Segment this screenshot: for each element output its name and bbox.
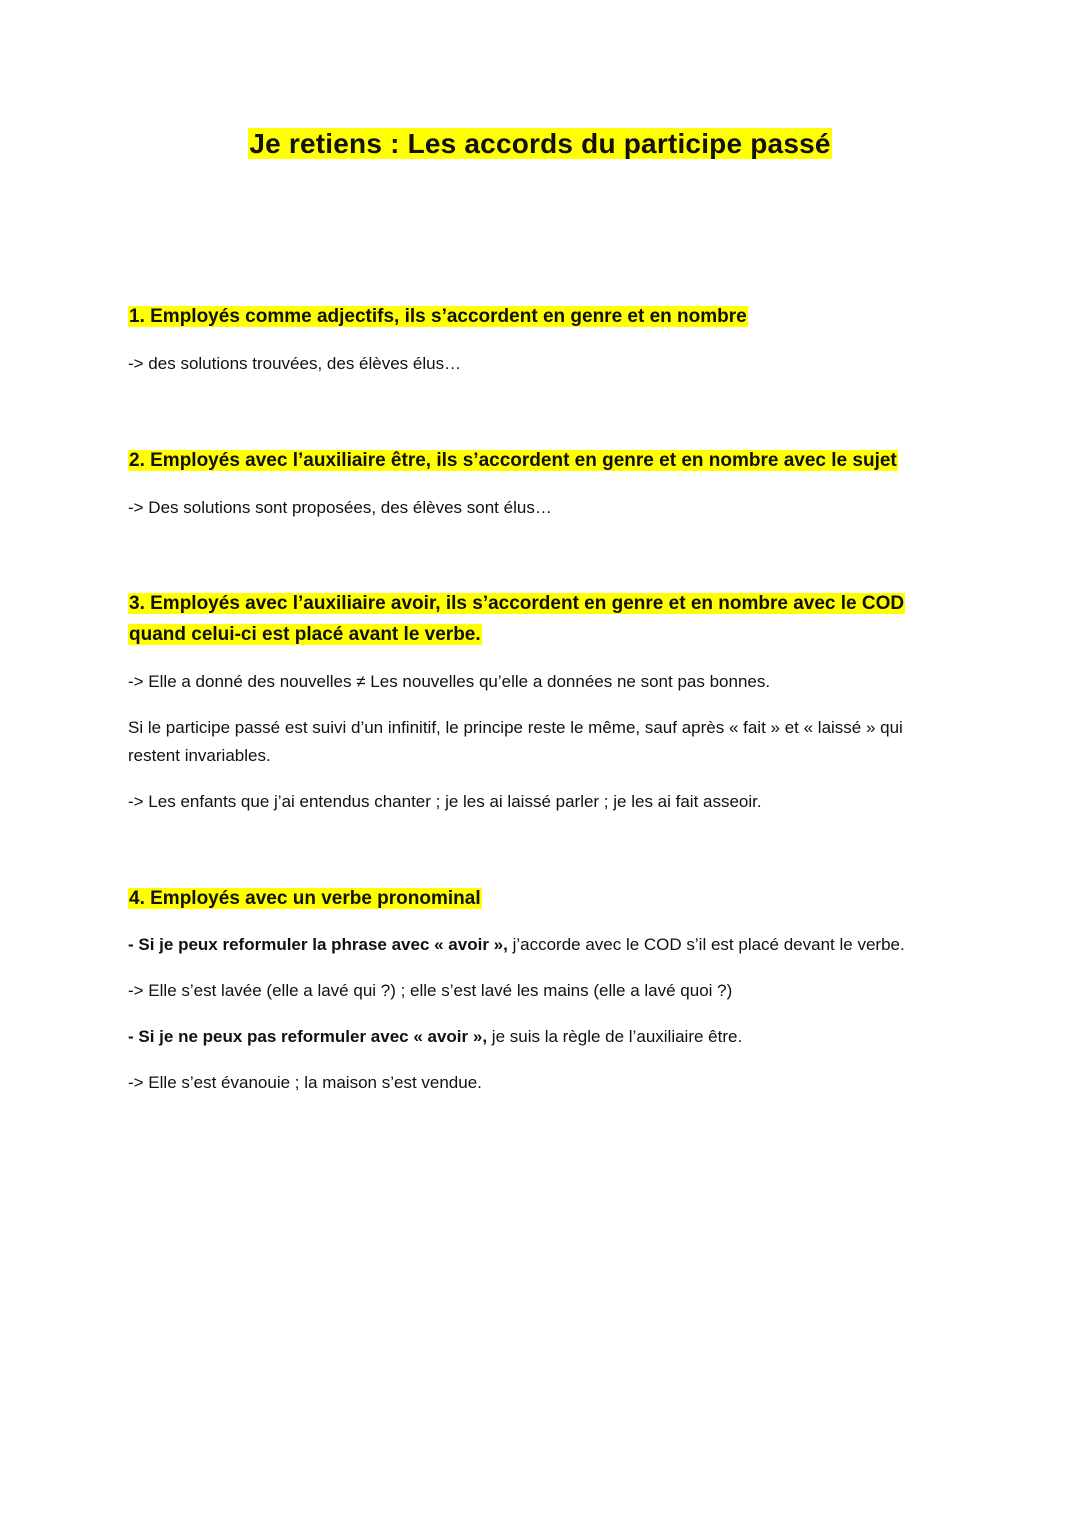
section-4-rule-1-rest: j’accorde avec le COD s’il est placé devant le verbe. — [507, 935, 905, 954]
section-3-heading-line1: 3. Employés avec l’auxiliaire avoir, ils s’accordent en genre et en nombre avec le COD — [129, 593, 905, 614]
section-3-example: -> Elle a donné des nouvelles ≠ Les nouvelles qu’elle a données ne sont pas bonnes. — [128, 672, 771, 691]
section-4-example-1: -> Elle s’est lavée (elle a lavé qui ?) ; elle s’est lavé les mains (elle a lavé quoi ?) — [128, 981, 733, 1000]
section-2-heading — [128, 445, 928, 476]
section-4-rule-2-bold: - Si je ne peux pas reformuler avec « avoir », — [128, 1027, 488, 1046]
section-3-note: Si le participe passé est suivi d’un infinitif, le principe reste le même, sauf après « fait » et « laissé » qui restent invariables. — [128, 718, 903, 765]
section-4-rule-2 — [128, 1023, 958, 1051]
section-2-example: -> Des solutions sont proposées, des élèves sont élus… — [128, 498, 552, 517]
section-1-example: -> des solutions trouvées, des élèves élus… — [128, 354, 462, 373]
section-1-heading-text: 1. Employés comme adjectifs, ils s’accordent en genre et en nombre — [129, 306, 747, 327]
page-title — [0, 128, 1080, 160]
section-4-rule-1-bold: - Si je peux reformuler la phrase avec « avoir », — [128, 935, 508, 954]
section-3-heading-line2: quand celui-ci est placé avant le verbe. — [129, 624, 481, 645]
section-4-heading — [128, 883, 928, 914]
section-1-heading — [128, 301, 928, 332]
section-4-rule-2-rest: je suis la règle de l’auxiliaire être. — [487, 1027, 743, 1046]
section-3-heading — [128, 588, 928, 650]
section-4-rule-1 — [128, 931, 958, 959]
section-3-example-2: -> Les enfants que j’ai entendus chanter ; je les ai laissé parler ; je les ai fait asseoir. — [128, 792, 762, 811]
section-4-example-2: -> Elle s’est évanouie ; la maison s’est vendue. — [128, 1073, 482, 1092]
page-title-text: Je retiens : Les accords du participe passé — [249, 128, 831, 159]
section-4-heading-text: 4. Employés avec un verbe pronominal — [129, 888, 481, 909]
section-2-heading-text: 2. Employés avec l’auxiliaire être, ils s’accordent en genre et en nombre avec le sujet — [129, 450, 897, 471]
